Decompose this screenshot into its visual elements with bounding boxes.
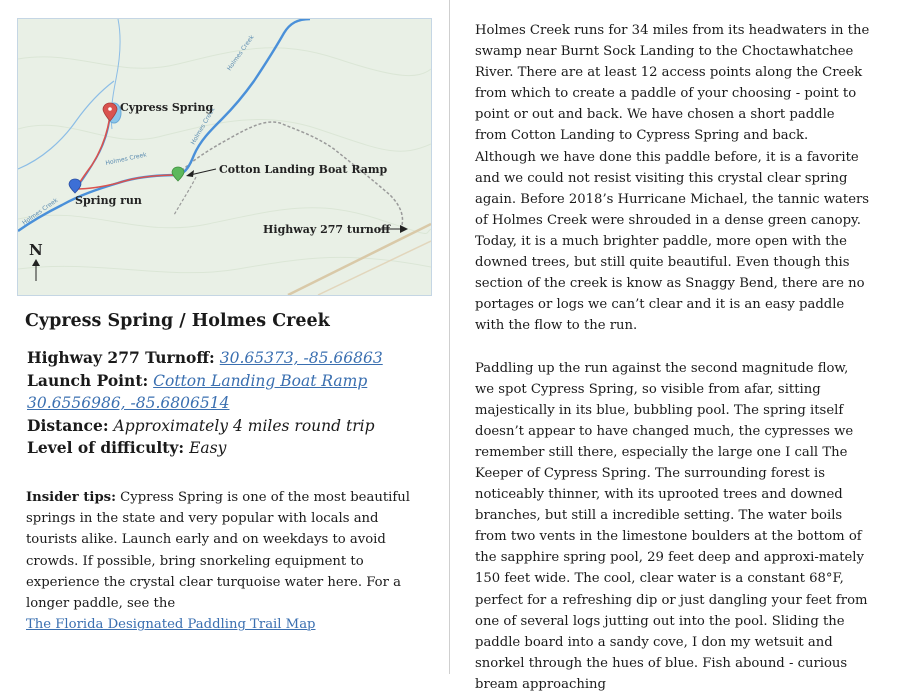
north-arrow-head	[32, 259, 40, 266]
north-label: N	[29, 241, 43, 259]
difficulty-row	[27, 437, 427, 460]
map-label-highway-turnoff: Highway 277 turnoff	[263, 223, 391, 236]
highway-row	[27, 347, 427, 370]
road-line	[318, 241, 431, 295]
river-label-north: Holmes Creek	[226, 33, 256, 72]
tips-label: Insider tips:	[26, 490, 116, 505]
insider-tips	[26, 487, 421, 635]
route-map	[17, 18, 432, 296]
map-label-cypress-spring: Cypress Spring	[120, 101, 213, 114]
page-divider	[449, 0, 450, 674]
difficulty-value: Easy	[189, 439, 226, 457]
trip-info	[27, 347, 427, 460]
river-label-run: Holmes Creek	[105, 151, 148, 167]
creek-tributary-west	[18, 81, 114, 169]
article-paragraph-1: Holmes Creek runs for 34 miles from its headwaters in the swamp near Burnt Sock Landing to the Choctawhatchee River. There are at least 12 access points along the Creek from which to create a paddle of your choosing - point to point or out and back. We have chosen a short paddle from Cotton Landing to Cypress Spring and back. Although we have done this paddle before, it is a favorite and we could not resist visiting this crystal clear spring again. Before 2018’s Hurricane Michael, the tannic waters of Holmes Creek were shrouded in a dense green canopy. Today, it is a much brighter paddle, more open with the downed trees, but still quite beautiful. Even though this section of the creek is know as Snaggy Bend, there are no portages or logs we can’t clear and it is an easy paddle with the flow to the run.	[475, 20, 870, 336]
arrow-head-cotton-landing	[186, 170, 194, 177]
paddle-route	[76, 115, 178, 189]
river-label-mid: Holmes Creek	[190, 106, 217, 146]
article-paragraph-2: Paddling up the run against the second magnitude flow, we spot Cypress Spring, so visible from afar, sitting majestically in its blue, bubbling pool. The spring itself doesn’t appear to have changed much, the cypresses we remember still there, especially the large one I call The Keeper of Cypress Spring. The surrounding forest is noticeably thinner, with its uprooted trees and downed branches, but still a incredible setting. The water boils from two vents in the limestone boulders at the bottom of the sapphire spring pool, 29 feet deep and approxi-mately 150 feet wide. The cool, clear water is a constant 68°F, perfect for a refreshing dip or just dangling your feet from one of several logs jutting out into the pool. Sliding the paddle board into a sandy cove, I don my wetsuit and snorkel through the hues of blue. Fish abound - curious bream approaching	[475, 358, 870, 695]
difficulty-label: Level of difficulty:	[27, 438, 184, 457]
highway-coords-link[interactable]: 30.65373, -85.66863	[220, 349, 383, 367]
launch-name-link[interactable]: Cotton Landing Boat Ramp	[153, 372, 367, 390]
route-map-graphic	[18, 19, 431, 295]
page-title: Cypress Spring / Holmes Creek	[25, 311, 330, 331]
map-label-spring-run: Spring run	[75, 194, 142, 207]
tips-text: Cypress Spring is one of the most beautiful springs in the state and very popular with locals and tourists alike. Launch early and on weekdays to avoid crowds. If possible, bring snorkeling equipment to experience the crystal clear turquoise water here. For a longer paddle, see the	[26, 490, 410, 611]
terrain-contours	[18, 48, 431, 273]
map-label-cotton-landing: Cotton Landing Boat Ramp	[219, 163, 387, 176]
highway-label: Highway 277 Turnoff:	[27, 348, 215, 367]
arrow-line-cotton-landing	[190, 169, 216, 175]
launch-label: Launch Point:	[27, 371, 148, 390]
holmes-creek-river	[18, 19, 310, 231]
article-body	[475, 20, 870, 695]
distance-label: Distance:	[27, 416, 109, 435]
distance-value: Approximately 4 miles round trip	[114, 417, 375, 435]
paddling-trail-map-link[interactable]: The Florida Designated Paddling Trail Map	[26, 617, 316, 632]
arrow-head-highway	[400, 225, 408, 233]
launch-row	[27, 370, 427, 415]
trail-branch	[174, 177, 196, 215]
cotton-landing-marker	[172, 167, 184, 181]
spring-run-marker	[69, 179, 81, 193]
launch-coords-link[interactable]: 30.6556986, -85.6806514	[27, 394, 229, 412]
distance-row	[27, 415, 427, 438]
spring-run-water	[76, 111, 110, 189]
river-label-south: Holmes Creek	[21, 197, 60, 227]
